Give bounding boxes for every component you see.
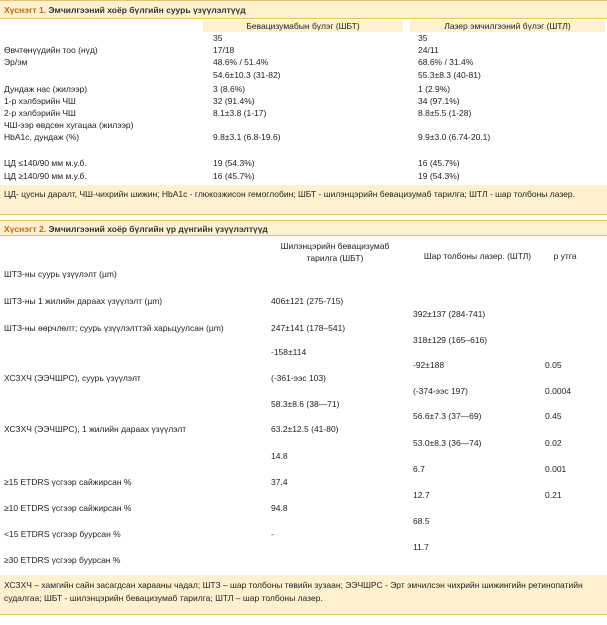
table2-row-label: ≥15 ETDRS үсгээр сайжирсан %	[4, 477, 132, 487]
table2-col-header-p: p утга	[553, 251, 577, 261]
table1-cell: 3 (8.6%)	[213, 84, 246, 94]
table2-row-label: ≥30 ETDRS үсгээр буурсан %	[4, 555, 121, 565]
table1-col-header-shtl: Лазер эмчилгээний бүлэг (ШТЛ)	[410, 20, 605, 32]
table2-cell-shbt: 406±121 (275-715)	[271, 296, 344, 306]
table2-cell-shtl: 318±129 (165–616)	[413, 335, 488, 345]
table1-cell: 16 (45.7%)	[418, 158, 460, 168]
table1-row-label: 1-р хэлбэрийн ЧШ	[4, 96, 76, 106]
table2-cell-shtl: 53.0±8.3 (36—74)	[413, 438, 482, 448]
table2-cell-p: 0.45	[545, 411, 562, 421]
table2-cell-shbt: 94.8	[271, 503, 288, 513]
table1-caption-bar	[0, 0, 607, 19]
table1-row-label: Эр/эм	[4, 57, 28, 67]
table2-cell-p: 0.001	[545, 464, 567, 474]
table2-cell-p: 0.02	[545, 438, 562, 448]
table2-row-label: ХСЗХЧ (ЭЭЧШРС), 1 жилийн дараах үзүүлэлт	[4, 424, 187, 434]
table1-cell: 16 (45.7%)	[213, 171, 255, 181]
table2-cell-shtl: -92±188	[413, 360, 445, 370]
table2-cell-shbt: 37.4	[271, 477, 288, 487]
table1-cell: 55.3±8.3 (40-81)	[418, 70, 481, 80]
table2-cell-shtl: 6.7	[413, 464, 425, 474]
table2-cell-shtl: 11.7	[413, 542, 429, 552]
table2-row-label: ШТЗ-ны өөрчлөлт; суурь үзүүлэлттэй харьцуулсан (µm)	[4, 323, 224, 333]
table1-row-label: Дундаж нас (жилээр)	[4, 84, 88, 94]
table1-row-label: 2-р хэлбэрийн ЧШ	[4, 108, 76, 118]
table2-cell-shtl: 68.5	[413, 516, 430, 526]
table2-caption-title: Эмчилгээний хоёр бүлгийн үр дүнгийн үзүүлэлтүүд	[48, 224, 268, 234]
table2-cell-shbt: 58.3±8.6 (38—71)	[271, 399, 340, 409]
table2-row-label: ХСЗХЧ (ЭЭЧШРС), суурь үзүүлэлт	[4, 373, 141, 383]
table2-cell-shbt: -	[271, 529, 274, 539]
table2-cell-p: 0.21	[545, 490, 562, 500]
table2-row-label: <15 ETDRS үсгээр буурсан %	[4, 529, 121, 539]
table1-row-label: ЧШ-ээр өвдсөн хугацаа (жилээр)	[4, 120, 134, 130]
table1-cell: 17/18	[213, 45, 235, 55]
table1-cell: 9.8±3.1 (6.8-19.6)	[213, 132, 281, 142]
table1-cell: 48.6% / 51.4%	[213, 57, 269, 67]
table2-caption	[4, 224, 268, 234]
table1-cell: 35	[418, 33, 428, 43]
table1-cell: 35	[213, 33, 223, 43]
table1-row-label: ЦД ≥140/90 мм м.у.б.	[4, 171, 87, 181]
table1-cell: 8.8±5.5 (1-28)	[418, 108, 472, 118]
table2-cell-shtl: 56.6±7.3 (37—69)	[413, 411, 482, 421]
table1-row-label: HbA1c, дундаж (%)	[4, 132, 80, 142]
table2-cell-shbt: -158±114	[271, 347, 307, 357]
table1-caption	[4, 5, 246, 15]
table1-cell: 19 (54.3%)	[418, 171, 460, 181]
table2-cell-p: 0.05	[545, 360, 562, 370]
table1-cell: 32 (91.4%)	[213, 96, 255, 106]
table1-cell: 19 (54.3%)	[213, 158, 255, 168]
table2-cell-shtl: 12.7	[413, 490, 430, 500]
table2-col-header-shtl: Шар толбоны лазер. (ШТЛ)	[423, 251, 532, 261]
table1-col-header-shbt: Бевацизумабын бүлэг (ШБТ)	[203, 20, 403, 32]
table2-cell-shbt: (-361-ээс 103)	[271, 373, 326, 383]
table2-cell-shbt: 14.8	[271, 451, 288, 461]
table2-caption-label: Хүснэгт 2.	[4, 224, 47, 234]
table1-cell: 54.6±10.3 (31-82)	[213, 70, 281, 80]
table1-caption-title: Эмчилгээний хоёр бүлгийн суурь үзүүлэлтүүд	[48, 5, 246, 15]
table1-cell: 8.1±3.8 (1-17)	[213, 108, 267, 118]
table1-cell: 24/11	[418, 45, 439, 55]
table1-cell: 68.6% / 31.4%	[418, 57, 474, 67]
table2-caption-bar	[0, 220, 607, 236]
table1-cell: 1 (2.9%)	[418, 84, 451, 94]
table2-cell-shbt: 63.2±12.5 (41-80)	[271, 424, 339, 434]
table2-footnote: ХСЗХЧ – хамгийн сайн засагдсан харааны чадал; ШТЗ – шар толбоны төвийн зузаан; ЭЭЧШРС - Эрт эмчилсэн чихрийн шижингийн ретинопатийн судалгаа; ШБТ - шилэнцэрийн бевацизумаб тарилга; ШТЛ – шар толбоны лазер.	[0, 575, 607, 615]
table1-row-label: ЦД ≤140/90 мм м.у.б.	[4, 158, 87, 168]
table1-row-label: Өвчтөнүүдийн тоо (нүд)	[4, 45, 98, 55]
table1-cell: 34 (97.1%)	[418, 96, 460, 106]
table2-cell-shtl: (-374-ээс 197)	[413, 386, 468, 396]
table1-footnote: ЦД- цусны даралт, ЧШ-чихрийн шижин; HbA1c - глюкозжисон гемоглобин; ШБТ - шилэнцэрийн бевацизумаб тарилга; ШТЛ - шар толбоны лазер.	[0, 185, 607, 215]
table2-cell-shbt: 247±141 (178–541)	[271, 323, 346, 333]
table2-col-header-shbt: Шилэнцэрийн бевацизумаб тарилга (ШБТ)	[280, 241, 390, 263]
table2-row-label: ≥10 ETDRS үсгээр сайжирсан %	[4, 503, 132, 513]
table1-cell: 9.9±3.0 (6.74-20.1)	[418, 132, 491, 142]
table2-row-label: ШТЗ-ны 1 жилийн дараах үзүүлэлт (µm)	[4, 296, 163, 306]
table2-cell-shtl: 392±137 (284-741)	[413, 309, 486, 319]
table2-cell-p: 0.0004	[545, 386, 571, 396]
table1-caption-label: Хүснэгт 1.	[4, 5, 47, 15]
table2-row-label: ШТЗ-ны суурь үзүүлэлт (µm)	[4, 269, 117, 279]
